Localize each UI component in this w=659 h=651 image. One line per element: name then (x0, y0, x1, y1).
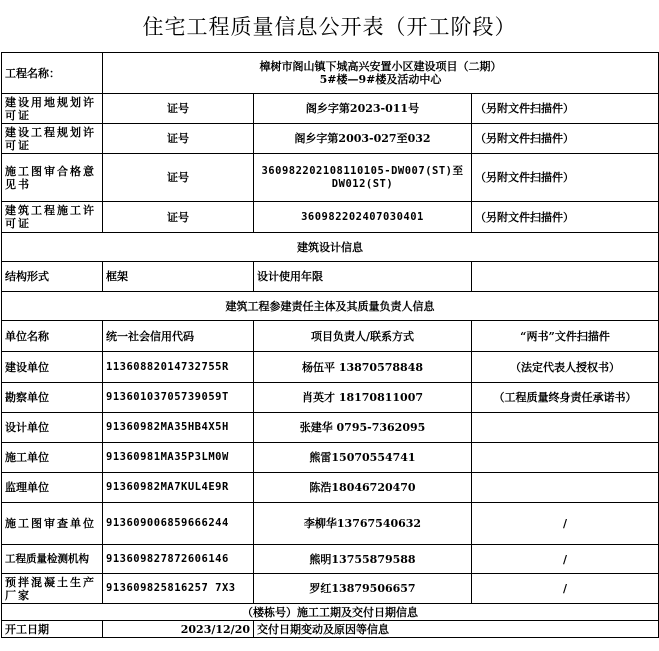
permit-type: 证号 (103, 124, 254, 154)
column-header: “两书”文件扫描件 (472, 321, 659, 352)
permit-number: 阁乡字第2023-011号 (254, 94, 472, 124)
contact: 张建华 0795-7362095 (254, 413, 472, 443)
unit-name: 设计单位 (2, 413, 103, 443)
design-row (2, 262, 659, 292)
document (472, 413, 659, 443)
permit-note: （另附文件扫描件） (472, 124, 659, 154)
permit-row (2, 154, 659, 202)
parties-columns-row (2, 321, 659, 352)
column-header: 单位名称 (2, 321, 103, 352)
parties-header: 建筑工程参建责任主体及其质量负责人信息 (2, 292, 659, 321)
contact: 陈浩18046720470 (254, 473, 472, 503)
table-row (2, 574, 659, 604)
contact: 熊明13755879588 (254, 545, 472, 574)
document: / (472, 503, 659, 545)
project-name-line2: 5#楼—9#楼及活动中心 (319, 73, 442, 86)
permit-note: （另附文件扫描件） (472, 202, 659, 233)
unit-name: 施工单位 (2, 443, 103, 473)
credit-code: 913609006859666244 (103, 503, 254, 545)
credit-code: 91360103705739059T (103, 383, 254, 413)
credit-code: 91360982MA7KUL4E9R (103, 473, 254, 503)
schedule-header: （楼栋号）施工工期及交付日期信息 (2, 604, 659, 621)
service-life-value (472, 262, 659, 292)
document: （工程质量终身责任承诺书） (472, 383, 659, 413)
document: （法定代表人授权书） (472, 352, 659, 383)
design-header-row (2, 233, 659, 262)
table-row (2, 352, 659, 383)
unit-name: 施工图审查单位 (2, 503, 103, 545)
permit-label: 建设工程规划许可证 (2, 124, 103, 154)
column-header: 统一社会信用代码 (103, 321, 254, 352)
table-row (2, 383, 659, 413)
unit-name: 建设单位 (2, 352, 103, 383)
page-title: 住宅工程质量信息公开表（开工阶段） (142, 15, 517, 39)
contact: 李柳华13767540632 (254, 503, 472, 545)
schedule-header-row (2, 604, 659, 621)
structure-label: 结构形式 (2, 262, 103, 292)
parties-header-row (2, 292, 659, 321)
table-row (2, 503, 659, 545)
service-life-label: 设计使用年限 (254, 262, 472, 292)
unit-name: 监理单位 (2, 473, 103, 503)
permit-type: 证号 (103, 154, 254, 202)
permit-label: 施工图审合格意见书 (2, 154, 103, 202)
project-row (2, 53, 659, 94)
start-date-label: 开工日期 (2, 621, 103, 638)
permit-note: （另附文件扫描件） (472, 94, 659, 124)
table-row (2, 443, 659, 473)
unit-name: 勘察单位 (2, 383, 103, 413)
contact: 杨伍平 13870578848 (254, 352, 472, 383)
start-date-value: 2023/12/20 (103, 621, 254, 638)
permit-label: 建设用地规划许可证 (2, 94, 103, 124)
delivery-change-label: 交付日期变动及原因等信息 (254, 621, 659, 638)
document: / (472, 545, 659, 574)
permit-type: 证号 (103, 94, 254, 124)
column-header: 项目负责人/联系方式 (254, 321, 472, 352)
document (472, 443, 659, 473)
unit-name: 工程质量检测机构 (2, 545, 103, 574)
permit-row (2, 94, 659, 124)
contact: 肖英才 18170811007 (254, 383, 472, 413)
permit-type: 证号 (103, 202, 254, 233)
credit-code: 91360982MA35HB4X5H (103, 413, 254, 443)
design-header: 建筑设计信息 (2, 233, 659, 262)
info-table (1, 52, 659, 638)
project-label: 工程名称： (2, 53, 103, 94)
unit-name: 预拌混凝土生产厂家 (2, 574, 103, 604)
table-row (2, 545, 659, 574)
project-name-line1: 樟树市阁山镇下城高兴安置小区建设项目（二期） (259, 60, 502, 73)
credit-code: 913609825816257 7X3 (103, 574, 254, 604)
structure-value: 框架 (103, 262, 254, 292)
project-name (103, 53, 659, 94)
schedule-row (2, 621, 659, 638)
permit-label: 建筑工程施工许可证 (2, 202, 103, 233)
credit-code: 11360882014732755R (103, 352, 254, 383)
table-row (2, 413, 659, 443)
permit-row (2, 202, 659, 233)
permit-row (2, 124, 659, 154)
table-row (2, 473, 659, 503)
contact: 熊雷15070554741 (254, 443, 472, 473)
contact: 罗红13879506657 (254, 574, 472, 604)
credit-code: 91360981MA35P3LM0W (103, 443, 254, 473)
permit-number: 360982202407030401 (254, 202, 472, 233)
permit-note: （另附文件扫描件） (472, 154, 659, 202)
credit-code: 913609827872606146 (103, 545, 254, 574)
permit-number: 阁乡字第2003-027至032 (254, 124, 472, 154)
permit-number: 360982202108110105-DW007(ST)至DW012(ST) (254, 154, 472, 202)
document (472, 473, 659, 503)
document: / (472, 574, 659, 604)
